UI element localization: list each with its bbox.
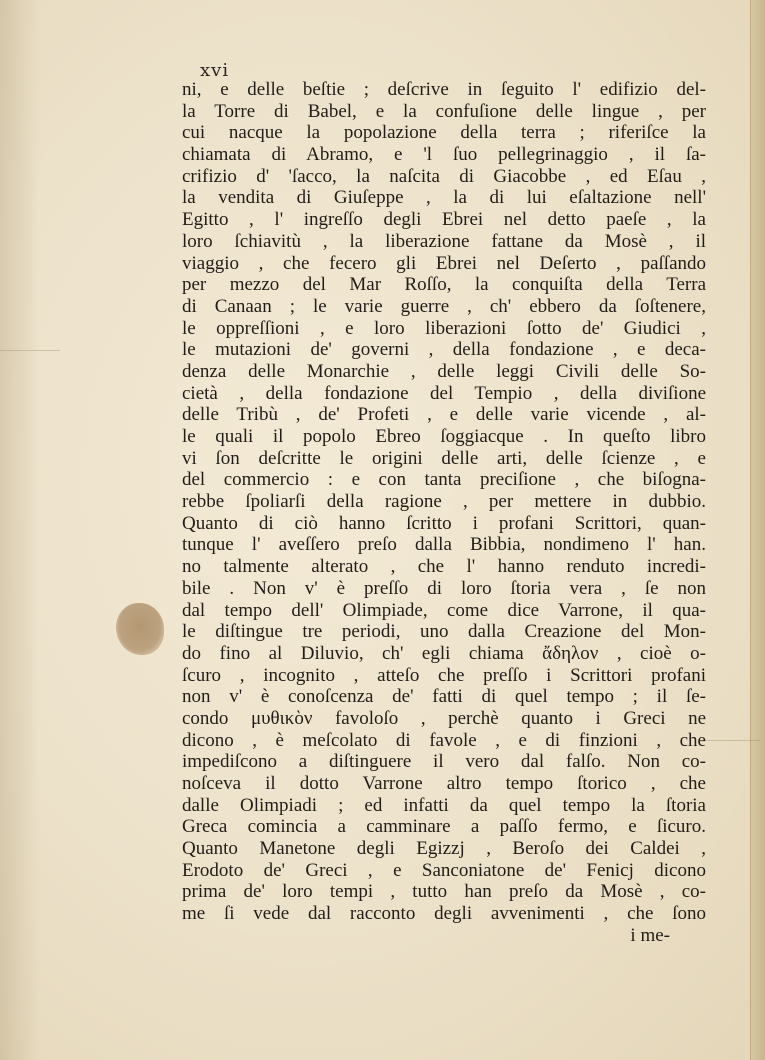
text-line: la vendita di Giuſeppe , la di lui eſaltazione nell'	[182, 187, 706, 209]
paper-crease	[700, 740, 760, 741]
text-line: prima de' loro tempi , tutto han preſo da Mosè , co-	[182, 881, 706, 903]
text-line: le diſtingue tre periodi, uno dalla Creazione del Mon-	[182, 621, 706, 643]
text-line: vi ſon deſcritte le origini delle arti, delle ſcienze , e	[182, 447, 706, 469]
text-line: denza delle Monarchie , delle leggi Civili delle So-	[182, 360, 706, 382]
text-line: loro ſchiavitù , la liberazione fattane da Mosè , il	[182, 230, 706, 252]
text-line: rebbe ſpoliarſi della ragione , per mettere in dubbio.	[182, 491, 706, 513]
text-line: no talmente alterato , che l' hanno renduto incredi-	[182, 556, 706, 578]
text-line: le oppreſſioni , e loro liberazioni ſotto de' Giudici ,	[182, 317, 706, 339]
text-line: dicono , è meſcolato di favole , e di finzioni , che	[182, 729, 706, 751]
body-text	[182, 79, 706, 947]
text-line: Egitto , l' ingreſſo degli Ebrei nel detto paeſe , la	[182, 209, 706, 231]
text-line: impediſcono a diſtinguere il vero dal falſo. Non co-	[182, 751, 706, 773]
ink-stain	[116, 603, 164, 655]
text-line: Greca comincia a camminare a paſſo fermo, e ſicuro.	[182, 816, 706, 838]
text-line: di Canaan ; le varie guerre , ch' ebbero da ſoſtenere,	[182, 295, 706, 317]
text-line: la Torre di Babel, e la confuſione delle lingue , per	[182, 100, 706, 122]
catchword: i me-	[630, 924, 670, 946]
text-line: cui nacque la popolazione della terra ; riferiſce la	[182, 122, 706, 144]
text-line: dalle Olimpiadi ; ed infatti da quel tempo la ſtoria	[182, 794, 706, 816]
text-line: ſcuro , incognito , atteſo che preſſo i Scrittori profani	[182, 664, 706, 686]
text-line: ni, e delle beſtie ; deſcrive in ſeguito l' edifizio del-	[182, 79, 706, 100]
page-edge	[750, 0, 765, 1060]
text-line: per mezzo del Mar Roſſo, la conquiſta della Terra	[182, 274, 706, 296]
text-line: noſceva il dotto Varrone altro tempo ſtorico , che	[182, 773, 706, 794]
text-line: Quanto Manetone degli Egizzj , Beroſo dei Caldei ,	[182, 838, 706, 860]
text-line: do fino al Diluvio, ch' egli chiama ἄδηλον , cioè o-	[182, 642, 706, 664]
text-line: me ſi vede dal racconto degli avvenimenti , che ſono	[182, 903, 706, 925]
text-line: bile . Non v' è preſſo di loro ſtoria vera , ſe non	[182, 577, 706, 599]
text-line: chiamata di Abramo, e 'l ſuo pellegrinaggio , il ſa-	[182, 144, 706, 166]
text-line: cietà , della fondazione del Tempio , della diviſione	[182, 382, 706, 404]
text-line: Quanto di ciò hanno ſcritto i profani Scrittori, quan-	[182, 512, 706, 534]
text-line: Erodoto de' Greci , e Sanconiatone de' Fenicj dicono	[182, 859, 706, 881]
text-line: le quali il popolo Ebreo ſoggiacque . In queſto libro	[182, 426, 706, 447]
text-line: tunque l' aveſſero preſo dalla Bibbia, nondimeno l' han.	[182, 534, 706, 556]
paper-crease	[0, 350, 60, 351]
text-line: delle Tribù , de' Profeti , e delle varie vicende , al-	[182, 404, 706, 426]
text-line: dal tempo dell' Olimpiade, come dice Varrone, il qua-	[182, 599, 706, 621]
text-line: viaggio , che fecero gli Ebrei nel Deſerto , paſſando	[182, 252, 706, 274]
text-line: non v' è conoſcenza de' fatti di quel tempo ; il ſe-	[182, 686, 706, 708]
text-line: condo μυθικὸν favoloſo , perchè quanto i Greci ne	[182, 707, 706, 729]
gutter-shadow	[0, 0, 40, 1060]
text-line: del commercio : e con tanta preciſione , che biſogna-	[182, 469, 706, 491]
text-line: crifizio d' 'ſacco, la naſcita di Giacobbe , ed Eſau ,	[182, 165, 706, 187]
text-line: le mutazioni de' governi , della fondazione , e deca-	[182, 339, 706, 361]
page-folio: xvi	[200, 60, 230, 81]
